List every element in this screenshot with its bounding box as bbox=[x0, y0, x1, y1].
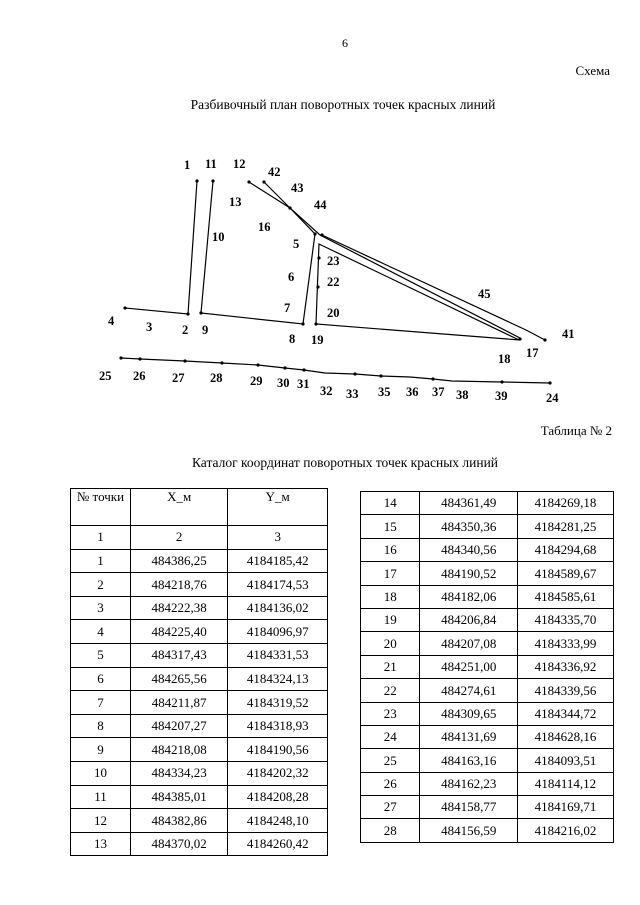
x-coordinate-cell: 484225,40 bbox=[130, 620, 227, 644]
x-coordinate-cell: 484218,08 bbox=[130, 738, 227, 762]
point-number-cell: 6 bbox=[71, 667, 131, 691]
header-x: X_м bbox=[130, 489, 227, 526]
point-label: 11 bbox=[205, 157, 217, 171]
y-coordinate-cell: 4184248,10 bbox=[228, 809, 328, 833]
y-coordinate-cell: 4184096,97 bbox=[228, 620, 328, 644]
point-number-cell: 4 bbox=[71, 620, 131, 644]
point-marker bbox=[548, 381, 551, 384]
y-coordinate-cell: 4184324,13 bbox=[228, 667, 328, 691]
point-label: 29 bbox=[250, 374, 263, 388]
table-row bbox=[71, 832, 328, 856]
y-coordinate-cell: 4184208,28 bbox=[228, 785, 328, 809]
table-row bbox=[71, 691, 328, 715]
red-line-diagonal bbox=[322, 235, 545, 340]
y-coordinate-cell: 4184269,18 bbox=[518, 492, 614, 515]
point-marker bbox=[247, 180, 250, 183]
table-row bbox=[71, 620, 328, 644]
point-number-cell: 12 bbox=[71, 809, 131, 833]
x-coordinate-cell: 484158,77 bbox=[420, 796, 518, 819]
coordinates-table-right bbox=[360, 491, 614, 843]
point-label: 42 bbox=[268, 165, 281, 179]
x-coordinate-cell: 484207,08 bbox=[420, 632, 518, 655]
point-label: 2 bbox=[182, 323, 189, 337]
point-label: 23 bbox=[327, 254, 340, 268]
point-label: 30 bbox=[277, 376, 290, 390]
point-label: 1 bbox=[184, 158, 191, 172]
point-number-cell: 14 bbox=[361, 492, 420, 515]
point-label: 22 bbox=[327, 275, 340, 289]
point-marker bbox=[313, 232, 316, 235]
point-label: 43 bbox=[291, 181, 304, 195]
point-label: 7 bbox=[284, 301, 291, 315]
x-coordinate-cell: 484251,00 bbox=[420, 655, 518, 678]
x-coordinate-cell: 484386,25 bbox=[130, 549, 227, 573]
point-marker bbox=[317, 256, 320, 259]
point-label: 3 bbox=[146, 320, 153, 334]
point-marker bbox=[353, 372, 356, 375]
table-row bbox=[361, 772, 614, 795]
y-coordinate-cell: 4184344,72 bbox=[518, 702, 614, 725]
point-marker bbox=[320, 233, 323, 236]
point-marker bbox=[211, 179, 214, 182]
table-number: Таблица № 2 bbox=[540, 423, 612, 438]
point-label: 16 bbox=[258, 220, 271, 234]
point-label: 45 bbox=[478, 287, 491, 301]
point-marker bbox=[431, 377, 434, 380]
x-coordinate-cell: 484317,43 bbox=[130, 643, 227, 667]
point-number-cell: 24 bbox=[361, 725, 420, 748]
y-coordinate-cell: 4184339,56 bbox=[518, 679, 614, 702]
y-coordinate-cell: 4184331,53 bbox=[228, 643, 328, 667]
y-coordinate-cell: 4184335,70 bbox=[518, 608, 614, 631]
table-row bbox=[361, 819, 614, 842]
point-label: 18 bbox=[498, 352, 511, 366]
table-row bbox=[71, 549, 328, 573]
point-number-cell: 25 bbox=[361, 749, 420, 772]
point-marker bbox=[256, 363, 259, 366]
point-number-cell: 7 bbox=[71, 691, 131, 715]
x-coordinate-cell: 484385,01 bbox=[130, 785, 227, 809]
point-number-cell: 21 bbox=[361, 655, 420, 678]
y-coordinate-cell: 4184294,68 bbox=[518, 538, 614, 561]
point-label: 6 bbox=[288, 270, 295, 284]
x-coordinate-cell: 484274,61 bbox=[420, 679, 518, 702]
column-number: 3 bbox=[228, 526, 328, 550]
point-marker bbox=[138, 357, 141, 360]
point-number-cell: 19 bbox=[361, 608, 420, 631]
table-row bbox=[361, 796, 614, 819]
column-number: 2 bbox=[130, 526, 227, 550]
table-row bbox=[361, 608, 614, 631]
y-coordinate-cell: 4184185,42 bbox=[228, 549, 328, 573]
point-label: 9 bbox=[202, 323, 209, 337]
y-coordinate-cell: 4184319,52 bbox=[228, 691, 328, 715]
point-number-cell: 10 bbox=[71, 761, 131, 785]
point-marker bbox=[183, 359, 186, 362]
table-row bbox=[71, 761, 328, 785]
point-number-cell: 5 bbox=[71, 643, 131, 667]
point-label: 25 bbox=[99, 369, 112, 383]
table-row bbox=[361, 562, 614, 585]
y-coordinate-cell: 4184628,16 bbox=[518, 725, 614, 748]
point-marker bbox=[543, 338, 546, 341]
coordinates-table-left bbox=[70, 488, 328, 856]
point-marker bbox=[199, 311, 202, 314]
y-coordinate-cell: 4184318,93 bbox=[228, 714, 328, 738]
point-number-cell: 2 bbox=[71, 573, 131, 597]
table-column-number-row bbox=[71, 526, 328, 550]
x-coordinate-cell: 484211,87 bbox=[130, 691, 227, 715]
point-label: 24 bbox=[546, 391, 559, 405]
point-label: 13 bbox=[229, 195, 242, 209]
table-row bbox=[361, 585, 614, 608]
point-label: 32 bbox=[320, 384, 333, 398]
point-number-cell: 13 bbox=[71, 832, 131, 856]
point-marker bbox=[379, 374, 382, 377]
point-label: 44 bbox=[314, 198, 327, 212]
point-label: 20 bbox=[327, 306, 340, 320]
point-label: 36 bbox=[406, 385, 419, 399]
point-marker bbox=[262, 180, 265, 183]
point-label: 27 bbox=[172, 371, 185, 385]
x-coordinate-cell: 484156,59 bbox=[420, 819, 518, 842]
point-number-cell: 1 bbox=[71, 549, 131, 573]
table-row bbox=[71, 785, 328, 809]
point-label: 41 bbox=[562, 327, 575, 341]
point-number-cell: 18 bbox=[361, 585, 420, 608]
table-row bbox=[71, 643, 328, 667]
y-coordinate-cell: 4184169,71 bbox=[518, 796, 614, 819]
point-marker bbox=[186, 312, 189, 315]
point-label: 17 bbox=[526, 346, 539, 360]
plan-title: Разбивочный план поворотных точек красных линий bbox=[190, 97, 496, 112]
x-coordinate-cell: 484334,23 bbox=[130, 761, 227, 785]
red-line-east-parcel bbox=[264, 182, 520, 340]
x-coordinate-cell: 484370,02 bbox=[130, 832, 227, 856]
x-coordinate-cell: 484309,65 bbox=[420, 702, 518, 725]
x-coordinate-cell: 484222,38 bbox=[130, 596, 227, 620]
x-coordinate-cell: 484182,06 bbox=[420, 585, 518, 608]
point-number-cell: 16 bbox=[361, 538, 420, 561]
point-marker bbox=[314, 322, 317, 325]
table-row bbox=[71, 667, 328, 691]
point-number-cell: 8 bbox=[71, 714, 131, 738]
point-label: 8 bbox=[289, 332, 296, 346]
y-coordinate-cell: 4184333,99 bbox=[518, 632, 614, 655]
point-number-cell: 3 bbox=[71, 596, 131, 620]
x-coordinate-cell: 484206,84 bbox=[420, 608, 518, 631]
point-number-cell: 20 bbox=[361, 632, 420, 655]
page-number: 6 bbox=[342, 36, 348, 50]
point-label: 28 bbox=[210, 371, 223, 385]
x-coordinate-cell: 484207,27 bbox=[130, 714, 227, 738]
red-line-north-parcel bbox=[201, 181, 315, 324]
point-number-cell: 17 bbox=[361, 562, 420, 585]
y-coordinate-cell: 4184336,92 bbox=[518, 655, 614, 678]
column-number: 1 bbox=[71, 526, 131, 550]
point-label: 4 bbox=[108, 314, 115, 328]
header-y: Y_м bbox=[228, 489, 328, 526]
y-coordinate-cell: 4184114,12 bbox=[518, 772, 614, 795]
layout-plan-diagram bbox=[0, 140, 640, 415]
x-coordinate-cell: 484131,69 bbox=[420, 725, 518, 748]
point-marker bbox=[119, 356, 122, 359]
x-coordinate-cell: 484163,16 bbox=[420, 749, 518, 772]
x-coordinate-cell: 484218,76 bbox=[130, 573, 227, 597]
table-row bbox=[361, 492, 614, 515]
table-row bbox=[361, 655, 614, 678]
point-label: 19 bbox=[311, 333, 324, 347]
point-marker bbox=[316, 285, 319, 288]
table-row bbox=[361, 632, 614, 655]
point-marker bbox=[301, 322, 304, 325]
point-number-cell: 26 bbox=[361, 772, 420, 795]
table-row bbox=[361, 679, 614, 702]
y-coordinate-cell: 4184216,02 bbox=[518, 819, 614, 842]
x-coordinate-cell: 484190,52 bbox=[420, 562, 518, 585]
catalog-title: Каталог координат поворотных точек красных линий bbox=[191, 455, 499, 470]
point-label: 12 bbox=[233, 157, 246, 171]
y-coordinate-cell: 4184585,61 bbox=[518, 585, 614, 608]
header-point-number: № точки bbox=[71, 489, 131, 526]
point-label: 5 bbox=[293, 237, 300, 251]
x-coordinate-cell: 484162,23 bbox=[420, 772, 518, 795]
point-marker bbox=[283, 366, 286, 369]
point-number-cell: 11 bbox=[71, 785, 131, 809]
point-number-cell: 15 bbox=[361, 515, 420, 538]
point-label: 37 bbox=[432, 385, 445, 399]
y-coordinate-cell: 4184093,51 bbox=[518, 749, 614, 772]
y-coordinate-cell: 4184260,42 bbox=[228, 832, 328, 856]
table-header-row bbox=[71, 489, 328, 526]
table-row bbox=[71, 738, 328, 762]
table-row bbox=[71, 714, 328, 738]
point-marker bbox=[220, 361, 223, 364]
point-number-cell: 28 bbox=[361, 819, 420, 842]
table-row bbox=[71, 573, 328, 597]
point-label: 38 bbox=[456, 388, 469, 402]
table-row bbox=[361, 515, 614, 538]
point-number-cell: 27 bbox=[361, 796, 420, 819]
table-row bbox=[361, 749, 614, 772]
point-marker bbox=[500, 380, 503, 383]
point-marker bbox=[518, 337, 521, 340]
point-label: 26 bbox=[133, 369, 146, 383]
point-number-cell: 9 bbox=[71, 738, 131, 762]
table-row bbox=[361, 538, 614, 561]
point-number-cell: 22 bbox=[361, 679, 420, 702]
y-coordinate-cell: 4184281,25 bbox=[518, 515, 614, 538]
point-labels bbox=[99, 157, 575, 405]
point-marker bbox=[302, 368, 305, 371]
table-row bbox=[71, 809, 328, 833]
x-coordinate-cell: 484361,49 bbox=[420, 492, 518, 515]
point-marker bbox=[123, 306, 126, 309]
x-coordinate-cell: 484382,86 bbox=[130, 809, 227, 833]
y-coordinate-cell: 4184136,02 bbox=[228, 596, 328, 620]
y-coordinate-cell: 4184174,53 bbox=[228, 573, 328, 597]
schema-heading: Схема bbox=[575, 63, 610, 78]
point-marker bbox=[288, 206, 291, 209]
point-label: 33 bbox=[346, 387, 359, 401]
y-coordinate-cell: 4184190,56 bbox=[228, 738, 328, 762]
y-coordinate-cell: 4184202,32 bbox=[228, 761, 328, 785]
red-line-west bbox=[125, 181, 197, 314]
point-number-cell: 23 bbox=[361, 702, 420, 725]
point-marker bbox=[195, 179, 198, 182]
point-label: 10 bbox=[212, 230, 225, 244]
x-coordinate-cell: 484350,36 bbox=[420, 515, 518, 538]
table-row bbox=[361, 702, 614, 725]
point-label: 39 bbox=[495, 389, 508, 403]
y-coordinate-cell: 4184589,67 bbox=[518, 562, 614, 585]
table-row bbox=[71, 596, 328, 620]
point-label: 35 bbox=[378, 385, 391, 399]
x-coordinate-cell: 484265,56 bbox=[130, 667, 227, 691]
x-coordinate-cell: 484340,56 bbox=[420, 538, 518, 561]
point-label: 31 bbox=[297, 377, 310, 391]
table-row bbox=[361, 725, 614, 748]
